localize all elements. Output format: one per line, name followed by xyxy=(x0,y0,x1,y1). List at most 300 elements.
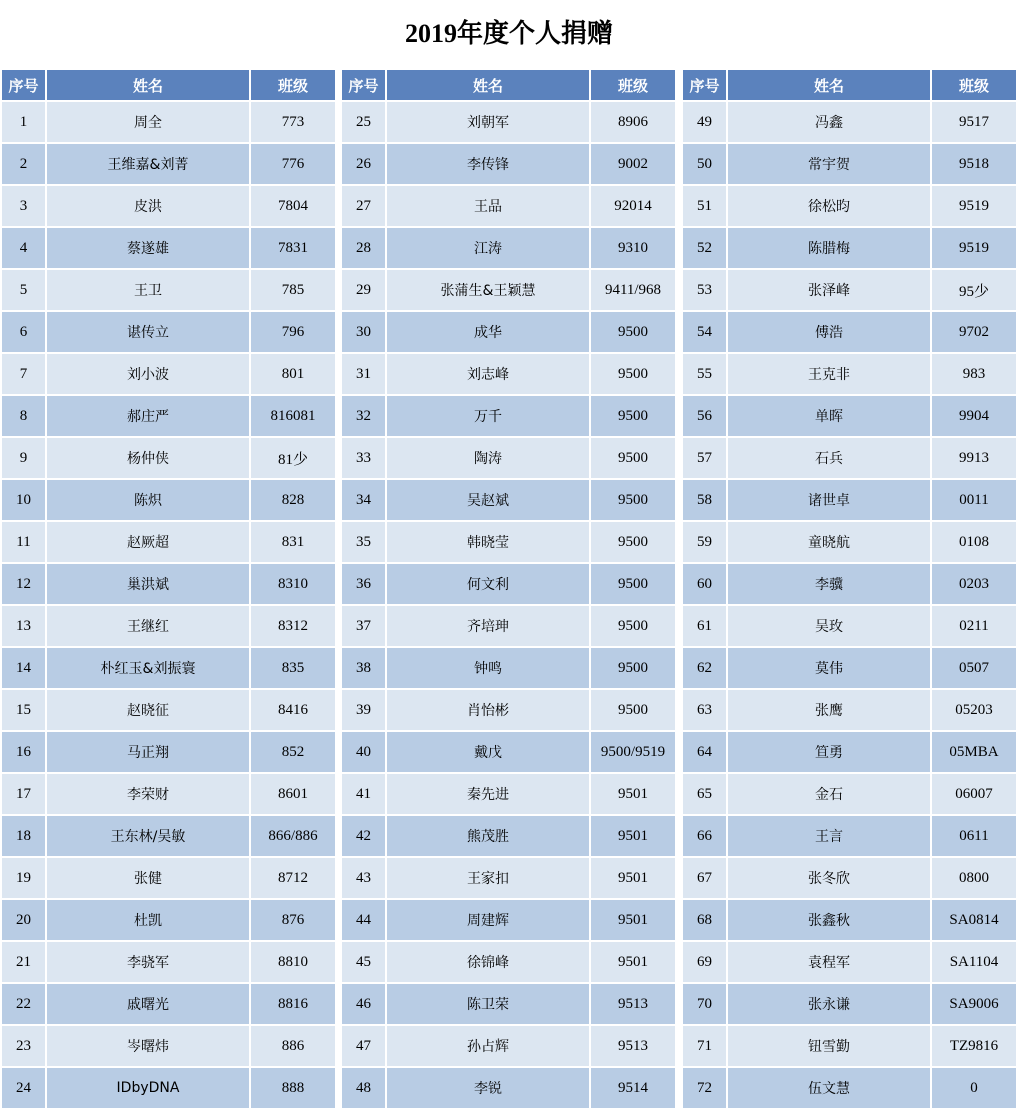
cell-name: 常宇贺 xyxy=(727,143,931,185)
cell-class: 9500 xyxy=(590,479,675,521)
cell-seq: 15 xyxy=(2,689,46,731)
cell-seq: 66 xyxy=(683,815,727,857)
cell-class: 9501 xyxy=(590,941,675,983)
cell-name: 江涛 xyxy=(386,227,590,269)
cell-name: 吴玫 xyxy=(727,605,931,647)
cell-seq: 51 xyxy=(683,185,727,227)
header-name: 姓名 xyxy=(386,70,590,101)
cell-seq: 39 xyxy=(342,689,386,731)
table-row xyxy=(2,353,335,395)
cell-class: 888 xyxy=(250,1067,335,1108)
table-row xyxy=(342,773,675,815)
table-row xyxy=(683,857,1016,899)
cell-class: 0 xyxy=(931,1067,1016,1108)
cell-class: 773 xyxy=(250,101,335,143)
cell-name: 刘志峰 xyxy=(386,353,590,395)
cell-seq: 69 xyxy=(683,941,727,983)
table-header-row xyxy=(683,70,1016,101)
cell-name: 王品 xyxy=(386,185,590,227)
cell-name: 熊茂胜 xyxy=(386,815,590,857)
cell-seq: 27 xyxy=(342,185,386,227)
cell-class: 831 xyxy=(250,521,335,563)
cell-seq: 10 xyxy=(2,479,46,521)
cell-class: SA9006 xyxy=(931,983,1016,1025)
cell-name: 童晓航 xyxy=(727,521,931,563)
cell-name: 王言 xyxy=(727,815,931,857)
cell-name: 成华 xyxy=(386,311,590,353)
table-row xyxy=(683,269,1016,311)
cell-name: 郝庄严 xyxy=(46,395,250,437)
cell-class: 0800 xyxy=(931,857,1016,899)
cell-name: 袁程军 xyxy=(727,941,931,983)
cell-name: 杜凯 xyxy=(46,899,250,941)
table-row xyxy=(342,521,675,563)
cell-class: 785 xyxy=(250,269,335,311)
cell-name: 王克非 xyxy=(727,353,931,395)
table-row xyxy=(683,479,1016,521)
table-row xyxy=(2,563,335,605)
table-row xyxy=(683,773,1016,815)
cell-class: 796 xyxy=(250,311,335,353)
cell-class: 0507 xyxy=(931,647,1016,689)
cell-class: 9500 xyxy=(590,605,675,647)
cell-name: 王东林/吴敏 xyxy=(46,815,250,857)
cell-seq: 30 xyxy=(342,311,386,353)
cell-class: 8310 xyxy=(250,563,335,605)
cell-class: 9517 xyxy=(931,101,1016,143)
cell-class: 06007 xyxy=(931,773,1016,815)
table-row xyxy=(2,479,335,521)
donor-table-1 xyxy=(2,70,335,1108)
cell-name: 张鹰 xyxy=(727,689,931,731)
cell-name: 金石 xyxy=(727,773,931,815)
cell-name: 李荣财 xyxy=(46,773,250,815)
cell-class: 92014 xyxy=(590,185,675,227)
cell-class: 835 xyxy=(250,647,335,689)
table-row xyxy=(2,941,335,983)
table-row xyxy=(342,941,675,983)
table-row xyxy=(2,143,335,185)
table-row xyxy=(683,437,1016,479)
cell-name: 单晖 xyxy=(727,395,931,437)
cell-class: 9500 xyxy=(590,647,675,689)
cell-name: 王继红 xyxy=(46,605,250,647)
cell-name: IDbyDNA xyxy=(46,1067,250,1108)
cell-class: 9411/968 xyxy=(590,269,675,311)
cell-class: 9500 xyxy=(590,521,675,563)
table-header-row xyxy=(342,70,675,101)
table-row xyxy=(683,101,1016,143)
cell-name: 石兵 xyxy=(727,437,931,479)
table-row xyxy=(2,773,335,815)
cell-seq: 50 xyxy=(683,143,727,185)
cell-name: 刘小波 xyxy=(46,353,250,395)
cell-seq: 37 xyxy=(342,605,386,647)
cell-name: 朴红玉&刘振寰 xyxy=(46,647,250,689)
cell-seq: 36 xyxy=(342,563,386,605)
cell-name: 陈腊梅 xyxy=(727,227,931,269)
cell-name: 戚曙光 xyxy=(46,983,250,1025)
cell-seq: 23 xyxy=(2,1025,46,1067)
table-row xyxy=(2,857,335,899)
table-row xyxy=(2,1067,335,1108)
cell-name: 张泽峰 xyxy=(727,269,931,311)
cell-class: 9500 xyxy=(590,563,675,605)
cell-seq: 38 xyxy=(342,647,386,689)
cell-class: 9500 xyxy=(590,395,675,437)
header-name: 姓名 xyxy=(46,70,250,101)
table-row xyxy=(683,227,1016,269)
table-row xyxy=(683,353,1016,395)
cell-name: 李骁军 xyxy=(46,941,250,983)
cell-class: TZ9816 xyxy=(931,1025,1016,1067)
cell-class: 9310 xyxy=(590,227,675,269)
table-row xyxy=(683,395,1016,437)
cell-seq: 35 xyxy=(342,521,386,563)
cell-name: 皮洪 xyxy=(46,185,250,227)
cell-class: 9501 xyxy=(590,899,675,941)
table-row xyxy=(683,941,1016,983)
cell-seq: 4 xyxy=(2,227,46,269)
donor-table-2 xyxy=(342,70,675,1108)
cell-class: 9500 xyxy=(590,353,675,395)
cell-seq: 63 xyxy=(683,689,727,731)
cell-name: 李锐 xyxy=(386,1067,590,1108)
table-row xyxy=(2,1025,335,1067)
cell-class: 9514 xyxy=(590,1067,675,1108)
cell-seq: 40 xyxy=(342,731,386,773)
cell-seq: 42 xyxy=(342,815,386,857)
cell-seq: 12 xyxy=(2,563,46,605)
table-row xyxy=(2,227,335,269)
cell-name: 张永谦 xyxy=(727,983,931,1025)
table-row xyxy=(2,311,335,353)
cell-name: 钮雪勤 xyxy=(727,1025,931,1067)
cell-seq: 52 xyxy=(683,227,727,269)
cell-name: 张冬欣 xyxy=(727,857,931,899)
cell-name: 赵厥超 xyxy=(46,521,250,563)
cell-seq: 33 xyxy=(342,437,386,479)
page-title: 2019年度个人捐赠 xyxy=(404,19,613,48)
cell-name: 秦先进 xyxy=(386,773,590,815)
table-row xyxy=(683,731,1016,773)
cell-class: 05203 xyxy=(931,689,1016,731)
cell-class: 0011 xyxy=(931,479,1016,521)
cell-name: 戴戊 xyxy=(386,731,590,773)
cell-class: 7804 xyxy=(250,185,335,227)
table-row xyxy=(2,185,335,227)
cell-class: 8312 xyxy=(250,605,335,647)
cell-seq: 20 xyxy=(2,899,46,941)
cell-class: 9501 xyxy=(590,857,675,899)
header-seq: 序号 xyxy=(342,70,386,101)
table-row xyxy=(683,983,1016,1025)
table-row xyxy=(683,563,1016,605)
table-row xyxy=(342,563,675,605)
table-row xyxy=(683,521,1016,563)
table-row xyxy=(342,101,675,143)
cell-seq: 3 xyxy=(2,185,46,227)
cell-name: 王卫 xyxy=(46,269,250,311)
table-row xyxy=(342,899,675,941)
table-row xyxy=(2,101,335,143)
cell-seq: 56 xyxy=(683,395,727,437)
cell-name: 谌传立 xyxy=(46,311,250,353)
cell-class: 866/886 xyxy=(250,815,335,857)
cell-class: 886 xyxy=(250,1025,335,1067)
cell-class: 9500 xyxy=(590,437,675,479)
cell-name: 巢洪斌 xyxy=(46,563,250,605)
cell-class: 9500 xyxy=(590,689,675,731)
cell-seq: 49 xyxy=(683,101,727,143)
cell-name: 王家扣 xyxy=(386,857,590,899)
table-row xyxy=(342,647,675,689)
cell-class: 9702 xyxy=(931,311,1016,353)
cell-seq: 70 xyxy=(683,983,727,1025)
table-row xyxy=(342,479,675,521)
cell-name: 孙占辉 xyxy=(386,1025,590,1067)
header-class: 班级 xyxy=(931,70,1016,101)
cell-seq: 68 xyxy=(683,899,727,941)
table-row xyxy=(683,311,1016,353)
table-row xyxy=(342,815,675,857)
cell-seq: 65 xyxy=(683,773,727,815)
cell-name: 徐锦峰 xyxy=(386,941,590,983)
cell-name: 伍文慧 xyxy=(727,1067,931,1108)
cell-class: 816081 xyxy=(250,395,335,437)
cell-class: 876 xyxy=(250,899,335,941)
table-row xyxy=(342,1067,675,1108)
header-class: 班级 xyxy=(250,70,335,101)
table-row xyxy=(2,731,335,773)
table-row xyxy=(683,899,1016,941)
table-row xyxy=(342,983,675,1025)
cell-seq: 41 xyxy=(342,773,386,815)
cell-seq: 28 xyxy=(342,227,386,269)
cell-name: 杨仲侠 xyxy=(46,437,250,479)
cell-class: 9500 xyxy=(590,311,675,353)
cell-name: 吴赵斌 xyxy=(386,479,590,521)
cell-class: 8906 xyxy=(590,101,675,143)
cell-class: 95少 xyxy=(931,269,1016,311)
cell-seq: 16 xyxy=(2,731,46,773)
cell-seq: 13 xyxy=(2,605,46,647)
cell-class: 9513 xyxy=(590,983,675,1025)
cell-seq: 34 xyxy=(342,479,386,521)
cell-name: 李传锋 xyxy=(386,143,590,185)
cell-name: 莫伟 xyxy=(727,647,931,689)
cell-seq: 64 xyxy=(683,731,727,773)
cell-seq: 67 xyxy=(683,857,727,899)
cell-class: 9513 xyxy=(590,1025,675,1067)
table-row xyxy=(2,605,335,647)
cell-seq: 6 xyxy=(2,311,46,353)
cell-name: 陈卫荣 xyxy=(386,983,590,1025)
table-row xyxy=(342,227,675,269)
cell-class: 0611 xyxy=(931,815,1016,857)
table-row xyxy=(683,647,1016,689)
table-row xyxy=(2,899,335,941)
cell-name: 韩晓莹 xyxy=(386,521,590,563)
cell-seq: 44 xyxy=(342,899,386,941)
table-row xyxy=(2,395,335,437)
cell-name: 周建辉 xyxy=(386,899,590,941)
cell-name: 肖怡彬 xyxy=(386,689,590,731)
cell-class: 8601 xyxy=(250,773,335,815)
cell-class: 8712 xyxy=(250,857,335,899)
table-row xyxy=(2,437,335,479)
cell-class: 983 xyxy=(931,353,1016,395)
table-row xyxy=(342,731,675,773)
cell-name: 刘朝军 xyxy=(386,101,590,143)
cell-seq: 59 xyxy=(683,521,727,563)
cell-class: 8810 xyxy=(250,941,335,983)
cell-class: SA0814 xyxy=(931,899,1016,941)
cell-name: 冯鑫 xyxy=(727,101,931,143)
cell-class: 9519 xyxy=(931,185,1016,227)
table-row xyxy=(342,353,675,395)
cell-name: 陶涛 xyxy=(386,437,590,479)
cell-name: 张鑫秋 xyxy=(727,899,931,941)
cell-class: 828 xyxy=(250,479,335,521)
cell-seq: 29 xyxy=(342,269,386,311)
cell-seq: 22 xyxy=(2,983,46,1025)
cell-seq: 53 xyxy=(683,269,727,311)
cell-class: 81少 xyxy=(250,437,335,479)
cell-seq: 24 xyxy=(2,1067,46,1108)
cell-name: 钟鸣 xyxy=(386,647,590,689)
cell-name: 陈炽 xyxy=(46,479,250,521)
table-row xyxy=(342,605,675,647)
table-row xyxy=(683,815,1016,857)
cell-seq: 9 xyxy=(2,437,46,479)
header-seq: 序号 xyxy=(2,70,46,101)
table-row xyxy=(683,185,1016,227)
table-row xyxy=(342,395,675,437)
cell-name: 诸世卓 xyxy=(727,479,931,521)
cell-seq: 5 xyxy=(2,269,46,311)
cell-seq: 17 xyxy=(2,773,46,815)
cell-class: 801 xyxy=(250,353,335,395)
cell-class: 8416 xyxy=(250,689,335,731)
cell-seq: 72 xyxy=(683,1067,727,1108)
cell-seq: 46 xyxy=(342,983,386,1025)
cell-seq: 43 xyxy=(342,857,386,899)
cell-seq: 61 xyxy=(683,605,727,647)
cell-seq: 11 xyxy=(2,521,46,563)
table-row xyxy=(2,647,335,689)
cell-seq: 60 xyxy=(683,563,727,605)
cell-seq: 54 xyxy=(683,311,727,353)
cell-name: 周全 xyxy=(46,101,250,143)
cell-class: 0108 xyxy=(931,521,1016,563)
table-row xyxy=(683,689,1016,731)
cell-class: 776 xyxy=(250,143,335,185)
cell-name: 王维嘉&刘菁 xyxy=(46,143,250,185)
cell-seq: 62 xyxy=(683,647,727,689)
table-row xyxy=(2,983,335,1025)
table-row xyxy=(2,689,335,731)
cell-name: 万千 xyxy=(386,395,590,437)
cell-name: 齐培珅 xyxy=(386,605,590,647)
cell-class: 9904 xyxy=(931,395,1016,437)
table-row xyxy=(342,1025,675,1067)
table-row xyxy=(683,143,1016,185)
table-row xyxy=(342,437,675,479)
cell-class: 0203 xyxy=(931,563,1016,605)
cell-name: 李骥 xyxy=(727,563,931,605)
cell-seq: 32 xyxy=(342,395,386,437)
cell-seq: 31 xyxy=(342,353,386,395)
cell-name: 笪勇 xyxy=(727,731,931,773)
cell-class: 9501 xyxy=(590,773,675,815)
cell-seq: 55 xyxy=(683,353,727,395)
cell-seq: 1 xyxy=(2,101,46,143)
cell-seq: 2 xyxy=(2,143,46,185)
cell-seq: 25 xyxy=(342,101,386,143)
cell-class: SA1104 xyxy=(931,941,1016,983)
table-header-row xyxy=(2,70,335,101)
cell-class: 9500/9519 xyxy=(590,731,675,773)
header-class: 班级 xyxy=(590,70,675,101)
table-row xyxy=(683,605,1016,647)
cell-class: 8816 xyxy=(250,983,335,1025)
cell-seq: 57 xyxy=(683,437,727,479)
cell-seq: 21 xyxy=(2,941,46,983)
cell-name: 何文利 xyxy=(386,563,590,605)
cell-class: 9913 xyxy=(931,437,1016,479)
cell-class: 9518 xyxy=(931,143,1016,185)
table-row xyxy=(342,269,675,311)
table-row xyxy=(2,815,335,857)
cell-seq: 19 xyxy=(2,857,46,899)
table-row xyxy=(342,689,675,731)
cell-class: 0211 xyxy=(931,605,1016,647)
cell-class: 9002 xyxy=(590,143,675,185)
header-name: 姓名 xyxy=(727,70,931,101)
table-row xyxy=(2,521,335,563)
cell-name: 徐松昀 xyxy=(727,185,931,227)
cell-name: 赵晓征 xyxy=(46,689,250,731)
cell-name: 马正翔 xyxy=(46,731,250,773)
table-row xyxy=(342,143,675,185)
donor-table-3 xyxy=(683,70,1016,1108)
cell-name: 张蒲生&王颖慧 xyxy=(386,269,590,311)
cell-name: 岑曙炜 xyxy=(46,1025,250,1067)
table-row xyxy=(342,857,675,899)
cell-class: 9519 xyxy=(931,227,1016,269)
cell-class: 9501 xyxy=(590,815,675,857)
table-row xyxy=(342,185,675,227)
header-seq: 序号 xyxy=(683,70,727,101)
cell-name: 傅浩 xyxy=(727,311,931,353)
cell-class: 05MBA xyxy=(931,731,1016,773)
cell-seq: 18 xyxy=(2,815,46,857)
table-row xyxy=(342,311,675,353)
cell-seq: 8 xyxy=(2,395,46,437)
cell-seq: 45 xyxy=(342,941,386,983)
table-row xyxy=(683,1067,1016,1108)
cell-seq: 58 xyxy=(683,479,727,521)
cell-seq: 14 xyxy=(2,647,46,689)
cell-name: 蔡遂雄 xyxy=(46,227,250,269)
cell-seq: 48 xyxy=(342,1067,386,1108)
cell-class: 7831 xyxy=(250,227,335,269)
cell-name: 张健 xyxy=(46,857,250,899)
cell-class: 852 xyxy=(250,731,335,773)
table-row xyxy=(2,269,335,311)
cell-seq: 7 xyxy=(2,353,46,395)
